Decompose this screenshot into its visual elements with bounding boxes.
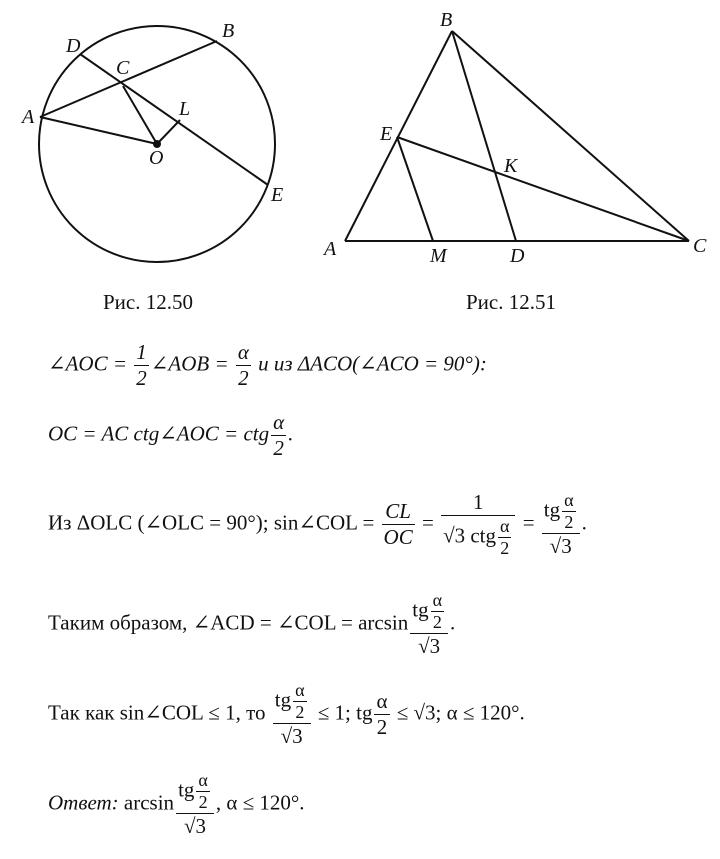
label-e: E xyxy=(271,184,284,206)
label-o: O xyxy=(149,147,164,169)
numerator xyxy=(410,590,448,633)
figure-12-51 xyxy=(345,31,689,241)
sqrt: √3 xyxy=(443,523,466,548)
equation-line-1 xyxy=(48,340,487,391)
fraction xyxy=(374,689,389,740)
numerator: α xyxy=(564,490,574,510)
denominator: 2 xyxy=(196,791,209,813)
denominator: 2 xyxy=(236,365,251,391)
segment-em xyxy=(397,137,433,241)
label-d: D xyxy=(510,245,525,267)
label-l: L xyxy=(179,98,191,120)
text: и из ΔACO(∠ACO = 90°): xyxy=(252,351,487,376)
label-c: C xyxy=(116,57,130,79)
denominator: √3 xyxy=(410,633,448,659)
numerator: CL xyxy=(385,499,411,523)
numerator xyxy=(273,680,311,723)
figures xyxy=(0,0,720,300)
caption-fig-12-51: Рис. 12.51 xyxy=(466,290,556,314)
caption-fig-12-50: Рис. 12.50 xyxy=(103,290,193,314)
text: Из ΔOLC (∠OLC = 90°); sin∠COL = xyxy=(48,510,380,535)
numerator: α xyxy=(198,770,208,790)
text: ∠AOB = xyxy=(150,351,234,376)
segment-ol xyxy=(157,120,180,144)
fraction xyxy=(410,590,448,659)
segment-bc xyxy=(452,31,689,241)
fraction xyxy=(542,490,580,559)
fraction xyxy=(382,499,415,550)
label-a: A xyxy=(22,106,35,128)
segment-bd xyxy=(452,31,516,241)
text: Так как sin∠COL ≤ 1, то xyxy=(48,700,271,725)
text: tg xyxy=(274,687,292,712)
denominator xyxy=(441,515,515,559)
text: , α ≤ 120°. xyxy=(215,790,305,815)
label-k: K xyxy=(504,155,518,177)
text: . xyxy=(450,610,456,635)
denominator: OC xyxy=(383,525,413,549)
text: ctg xyxy=(465,523,497,548)
text: arcsin xyxy=(118,790,175,815)
equation-line-5 xyxy=(48,680,525,749)
numerator xyxy=(176,770,214,813)
numerator xyxy=(542,490,580,533)
denominator: 2 xyxy=(374,714,389,740)
numerator: α xyxy=(295,680,305,700)
answer-label: Ответ: xyxy=(48,790,119,815)
text: ∠AOC = xyxy=(48,351,133,376)
denominator: √3 xyxy=(542,533,580,559)
text: OC = AC ctg∠AOC = ctg xyxy=(48,421,270,446)
text: . xyxy=(288,421,294,446)
label-b: B xyxy=(222,20,235,42)
label-m: M xyxy=(430,245,447,267)
text: . xyxy=(581,510,587,535)
numerator: 1 xyxy=(473,490,484,514)
fraction xyxy=(196,770,209,813)
label-d: D xyxy=(66,35,81,57)
label-a: A xyxy=(324,238,337,260)
segment-ec xyxy=(397,137,689,241)
denominator: √3 xyxy=(176,813,214,839)
label-b: B xyxy=(440,9,453,31)
fraction xyxy=(176,770,214,839)
fraction xyxy=(293,680,306,723)
text: tg xyxy=(543,497,561,522)
text: ≤ √3; α ≤ 120°. xyxy=(391,700,525,725)
fraction xyxy=(236,340,251,391)
numerator: α xyxy=(376,689,388,713)
figure-12-50 xyxy=(39,26,275,262)
numerator: α xyxy=(273,410,285,434)
text: tg xyxy=(412,597,429,622)
numerator: α xyxy=(500,516,510,536)
text: Таким образом, ∠ACD = ∠COL = arcsin xyxy=(48,610,409,635)
label-e: E xyxy=(380,123,393,145)
equation-line-2 xyxy=(48,410,293,461)
denominator: √3 xyxy=(273,723,311,749)
fraction xyxy=(498,516,511,559)
text: = xyxy=(517,510,540,535)
denominator: 2 xyxy=(562,511,575,533)
segment-de xyxy=(80,54,268,185)
numerator: 1 xyxy=(136,340,147,364)
segment-ao xyxy=(40,117,157,144)
label-c: C xyxy=(693,235,707,257)
fraction xyxy=(431,590,444,633)
fraction xyxy=(441,490,515,559)
segment-ab xyxy=(345,31,452,241)
fraction xyxy=(562,490,575,533)
text: tg xyxy=(178,777,195,802)
denominator: 2 xyxy=(498,537,511,559)
text: ≤ 1; tg xyxy=(312,700,373,725)
numerator: α xyxy=(432,590,443,610)
denominator: 2 xyxy=(136,366,147,390)
fraction xyxy=(271,410,286,461)
denominator: 2 xyxy=(271,435,286,461)
denominator: 2 xyxy=(293,701,306,723)
fraction xyxy=(134,340,149,391)
denominator: 2 xyxy=(431,611,444,633)
numerator: α xyxy=(237,340,249,364)
answer-line xyxy=(48,770,305,839)
equation-line-4 xyxy=(48,590,455,659)
fraction xyxy=(273,680,311,749)
text: = xyxy=(416,510,440,535)
equation-line-3 xyxy=(48,490,587,559)
